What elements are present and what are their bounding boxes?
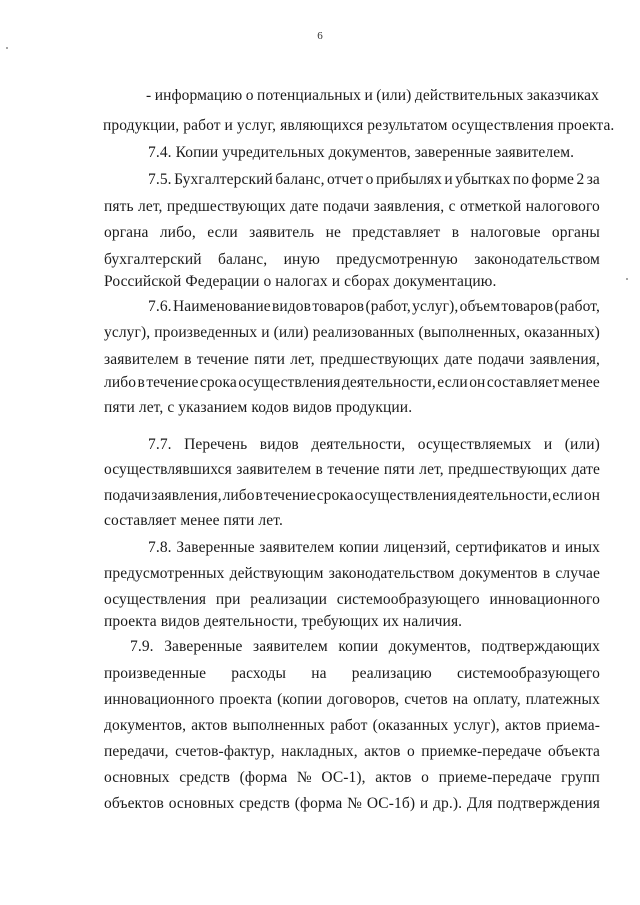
text-line: проекта видов деятельности, требующих их наличия.	[104, 613, 463, 630]
text-line: 7.9. Заверенные заявителем копии документов, подтверждающих	[130, 638, 600, 655]
text-line: - информацию о потенциальных и (или) действительных заказчиках	[146, 87, 599, 104]
text-line: передачи, счетов-фактур, накладных, актов о приемке-передаче объекта	[104, 743, 600, 760]
margin-speck-left	[6, 47, 8, 49]
text-line: документов, актов выполненных работ (оказанных услуг), актов приема-	[104, 717, 600, 734]
text-line: пять лет, предшествующих дате подачи заявления, с отметкой налогового	[104, 198, 600, 215]
text-line: продукции, работ и услуг, являющихся результатом осуществления проекта.	[103, 117, 615, 134]
text-line: либо в течение срока осуществления деятельности, если он составляет менее	[104, 374, 600, 391]
text-line: произведенные расходы на реализацию системообразующего	[104, 665, 600, 682]
text-line: 7.5. Бухгалтерский баланс, отчет о прибылях и убытках по форме 2 за	[148, 171, 600, 188]
text-line: предусмотренных действующим законодательством документов в случае	[104, 565, 600, 582]
text-line: 7.4. Копии учредительных документов, заверенные заявителем.	[148, 144, 575, 161]
text-line: подачи заявления, либо в течение срока осуществления деятельности, если он	[104, 487, 600, 504]
page-number: 6	[317, 30, 323, 42]
text-line: осуществлявшихся заявителем в течение пяти лет, предшествующих дате	[104, 461, 600, 478]
text-line: бухгалтерский баланс, иную предусмотренную законодательством	[104, 251, 600, 268]
text-line: услуг), произведенных и (или) реализованных (выполненных, оказанных)	[104, 324, 600, 341]
text-line: пяти лет, с указанием кодов видов продукции.	[104, 399, 413, 416]
text-line: составляет менее пяти лет.	[104, 512, 283, 529]
margin-speck-right	[626, 278, 628, 280]
text-line: органа либо, если заявитель не представляет в налоговые органы	[104, 224, 600, 241]
text-line: заявителем в течение пяти лет, предшествующих дате подачи заявления,	[104, 351, 600, 368]
text-line: объектов основных средств (форма № ОС-1б) и др.). Для подтверждения	[104, 795, 600, 812]
text-line: Российской Федерации о налогах и сборах документацию.	[104, 273, 497, 290]
text-line: 7.7. Перечень видов деятельности, осуществляемых и (или)	[148, 436, 600, 453]
text-line: 7.8. Заверенные заявителем копии лицензий, сертификатов и иных	[148, 539, 600, 556]
text-line: 7.6. Наименование видов товаров (работ, услуг), объем товаров (работ,	[148, 298, 600, 315]
text-line: инновационного проекта (копии договоров, счетов на оплату, платежных	[104, 691, 600, 708]
text-line: основных средств (форма № ОС-1), актов о приеме-передаче групп	[104, 769, 600, 786]
text-line: осуществления при реализации системообразующего инновационного	[104, 591, 600, 608]
